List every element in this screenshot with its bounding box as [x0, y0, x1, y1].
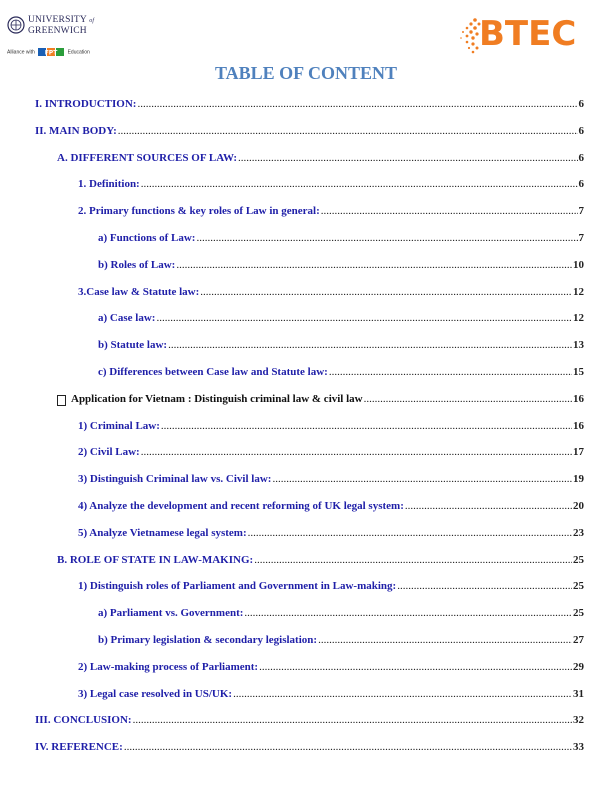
toc-entry-label: IV. REFERENCE:: [35, 741, 123, 753]
toc-entry-page: 6: [578, 152, 584, 164]
toc-entry-label: A. DIFFERENT SOURCES OF LAW:: [57, 152, 238, 164]
toc-leader-dots: [168, 338, 572, 352]
toc-entry-page: 25: [573, 580, 584, 592]
toc-leader-dots: [124, 740, 572, 754]
btec-logo: [457, 16, 581, 56]
toc-entry-page: 13: [573, 339, 584, 351]
university-line2: GREENWICH: [28, 25, 87, 36]
toc-entry-label: 2) Law-making process of Parliament:: [78, 661, 259, 673]
university-crest-icon: [7, 16, 25, 34]
toc-entry-page: 12: [573, 312, 584, 324]
toc-entry-functions-of-law[interactable]: [98, 231, 584, 245]
toc-leader-dots: [244, 606, 572, 620]
toc-entry-label: a) Functions of Law:: [98, 232, 196, 244]
toc-entry-label: Application for Vietnam : Distinguish criminal law & civil law: [71, 393, 363, 405]
university-line1: UNIVERSITY: [28, 15, 87, 25]
toc-entry-application-vietnam[interactable]: [57, 392, 584, 406]
university-of-greenwich-logo: [7, 14, 107, 62]
toc-entry-label: 3.Case law & Statute law:: [78, 286, 200, 298]
toc-entry-reference[interactable]: [35, 740, 584, 754]
toc-entry-label: I. INTRODUCTION:: [35, 98, 137, 110]
toc-entry-label: B. ROLE OF STATE IN LAW-MAKING:: [57, 554, 254, 566]
toc-entry-page: 27: [573, 634, 584, 646]
toc-entry-page: 31: [573, 688, 584, 700]
toc-entry-introduction[interactable]: [35, 97, 584, 111]
toc-leader-dots: [329, 365, 572, 379]
university-name: [28, 16, 94, 36]
toc-entry-page: 16: [573, 393, 584, 405]
toc-entry-civil-law[interactable]: [78, 445, 584, 459]
toc-entry-roles-of-law[interactable]: [98, 258, 584, 272]
toc-leader-dots: [141, 445, 572, 459]
toc-leader-dots: [364, 392, 572, 406]
toc-leader-dots: [200, 285, 572, 299]
toc-entry-page: 20: [573, 500, 584, 512]
toc-leader-dots: [141, 177, 578, 191]
toc-entry-page: 7: [578, 232, 584, 244]
toc-leader-dots: [118, 124, 578, 138]
toc-entry-label: 5) Analyze Vietnamese legal system:: [78, 527, 247, 539]
toc-entry-parliament-government-roles[interactable]: [78, 579, 584, 593]
toc-entry-conclusion[interactable]: [35, 713, 584, 727]
toc-entry-law-making-process[interactable]: [78, 660, 584, 674]
toc-leader-dots: [254, 553, 572, 567]
fpt-logo-text: FPT: [44, 49, 58, 57]
alliance-suffix: Education: [67, 49, 90, 56]
toc-entry-page: 6: [578, 125, 584, 137]
toc-entry-page: 32: [573, 714, 584, 726]
toc-entry-definition[interactable]: [78, 177, 584, 191]
toc-leader-dots: [133, 713, 572, 727]
toc-entry-page: 6: [578, 178, 584, 190]
toc-entry-page: 25: [573, 554, 584, 566]
toc-entry-label: 3) Legal case resolved in US/UK:: [78, 688, 233, 700]
toc-entry-label: 2. Primary functions & key roles of Law in general:: [78, 205, 320, 217]
toc-entry-page: 15: [573, 366, 584, 378]
toc-entry-label: b) Primary legislation & secondary legislation:: [98, 634, 318, 646]
toc-leader-dots: [397, 579, 572, 593]
toc-entry-case-law[interactable]: [98, 311, 584, 325]
page-title: TABLE OF CONTENT: [214, 63, 398, 83]
toc-entry-label: 4) Analyze the development and recent reforming of UK legal system:: [78, 500, 404, 512]
toc-entry-label: 1) Criminal Law:: [78, 420, 160, 432]
toc-entry-case-statute-law[interactable]: [78, 285, 584, 299]
toc-leader-dots: [259, 660, 572, 674]
alliance-prefix: Alliance with: [7, 49, 35, 56]
toc-leader-dots: [405, 499, 572, 513]
university-of: of: [89, 18, 95, 24]
toc-entry-label: b) Statute law:: [98, 339, 168, 351]
toc-entry-label: III. CONCLUSION:: [35, 714, 132, 726]
toc-entry-role-of-state[interactable]: [57, 553, 584, 567]
toc-entry-criminal-law[interactable]: [78, 419, 584, 433]
toc-leader-dots: [176, 258, 572, 272]
toc-leader-dots: [161, 419, 572, 433]
toc-leader-dots: [321, 204, 578, 218]
toc-entry-page: 17: [573, 446, 584, 458]
toc-entry-page: 23: [573, 527, 584, 539]
toc-entry-label: 1. Definition:: [78, 178, 140, 190]
toc-entry-label: 1) Distinguish roles of Parliament and Government in Law-making:: [78, 580, 397, 592]
toc-entry-page: 6: [578, 98, 584, 110]
toc-entry-uk-legal-system[interactable]: [78, 499, 584, 513]
toc-entry-legal-case[interactable]: [78, 687, 584, 701]
toc-entry-page: 12: [573, 286, 584, 298]
toc-entry-distinguish-criminal-civil[interactable]: [78, 472, 584, 486]
btec-dots-icon: [457, 16, 481, 56]
toc-leader-dots: [238, 151, 577, 165]
toc-entry-page: 19: [573, 473, 584, 485]
toc-entry-vietnamese-legal-system[interactable]: [78, 526, 584, 540]
toc-leader-dots: [318, 633, 572, 647]
toc-entry-parliament-vs-government[interactable]: [98, 606, 584, 620]
toc-leader-dots: [272, 472, 572, 486]
toc-leader-dots: [156, 311, 572, 325]
toc-entry-differences[interactable]: [98, 365, 584, 379]
toc-leader-dots: [137, 97, 577, 111]
toc-entry-label: a) Parliament vs. Government:: [98, 607, 244, 619]
fpt-logo-icon: [38, 47, 64, 57]
toc-entry-page: 25: [573, 607, 584, 619]
toc-entry-primary-secondary-legislation[interactable]: [98, 633, 584, 647]
toc-entry-page: 29: [573, 661, 584, 673]
toc-entry-page: 7: [578, 205, 584, 217]
btec-text: BTEC: [479, 14, 577, 54]
toc-leader-dots: [196, 231, 577, 245]
toc-entry-main-body[interactable]: [35, 124, 584, 138]
toc-entry-primary-functions[interactable]: [78, 204, 584, 218]
toc-entry-label: c) Differences between Case law and Statute law:: [98, 366, 328, 378]
toc-entry-sources-of-law[interactable]: [57, 151, 584, 165]
toc-entry-label: II. MAIN BODY:: [35, 125, 117, 137]
toc-entry-statute-law[interactable]: [98, 338, 584, 352]
alliance-line: [7, 47, 90, 57]
toc-leader-dots: [248, 526, 572, 540]
toc-entry-page: 33: [573, 741, 584, 753]
toc-leader-dots: [233, 687, 572, 701]
toc-entry-label: b) Roles of Law:: [98, 259, 176, 271]
toc-entry-page: 16: [573, 420, 584, 432]
checkbox-bullet-icon: [57, 395, 66, 406]
toc-entry-page: 10: [573, 259, 584, 271]
toc-entry-label: 3) Distinguish Criminal law vs. Civil law:: [78, 473, 272, 485]
toc-entry-label: a) Case law:: [98, 312, 156, 324]
toc-entry-label: 2) Civil Law:: [78, 446, 140, 458]
